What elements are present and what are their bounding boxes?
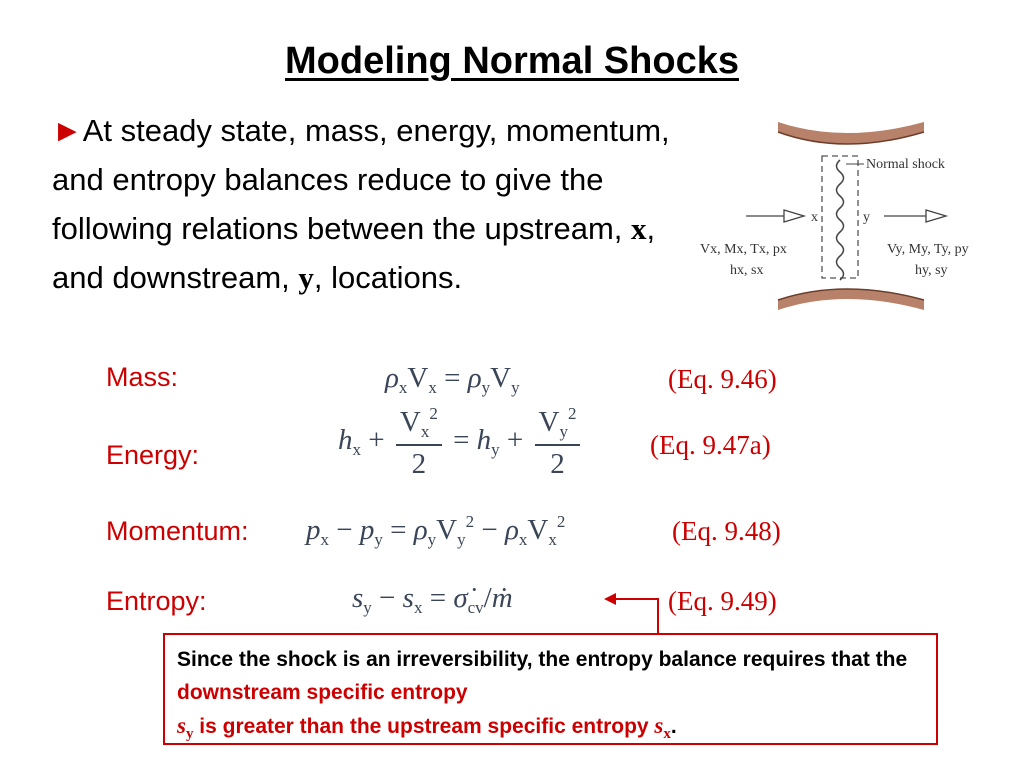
normal-shock-diagram — [694, 118, 1014, 318]
momentum-label: Momentum: — [106, 516, 249, 546]
intro-paragraph — [52, 106, 682, 302]
y-location-label: y — [863, 210, 870, 225]
intro-text-3: , locations. — [313, 260, 463, 295]
energy-equation: $h_x$ + $\frac{V_x^2}{2}$ = $h_y$ + $\frac{V_y^2}{2}$ — [338, 404, 584, 481]
downstream-properties-line1: Vy, My, Ty, py — [887, 242, 969, 257]
callout-arrowhead-icon — [604, 593, 616, 605]
control-volume-box — [822, 156, 858, 278]
intro-text-1: At steady state, mass, energy, momentum, and entropy balances reduce to give the following relations between the upstream, — [52, 113, 670, 246]
note-sy-symbol: $s_y$ — [177, 713, 194, 742]
downstream-properties-line2: hy, sy — [915, 263, 948, 278]
note-sx-symbol: $s_x$ — [654, 713, 671, 742]
shock-wave — [837, 160, 844, 280]
slide-title: Modeling Normal Shocks — [285, 40, 739, 82]
upstream-properties-line2: hx, sx — [730, 263, 764, 278]
momentum-equation: $p_x - p_y = \rho_yV_y^2 - \rho_xV_x^2$ — [306, 512, 566, 549]
entropy-note-box — [163, 633, 938, 745]
x-location-label: x — [811, 210, 818, 225]
shock-label: Normal shock — [866, 157, 945, 172]
entropy-equation: $s_y - s_x$ = $\sigmȧ_{cv}/ṁ$ — [352, 582, 513, 617]
note-text-1: Since the shock is an irreversibility, the entropy balance requires that the — [177, 648, 908, 671]
callout-arrow — [600, 588, 670, 636]
mass-eq-ref: (Eq. 9.46) — [668, 364, 777, 394]
mass-label: Mass: — [106, 362, 179, 392]
intro-text-2: , and downstream, — [52, 211, 656, 295]
energy-label: Energy: — [106, 440, 200, 470]
note-end: . — [670, 715, 677, 738]
bullet-arrow-icon: ► — [52, 113, 83, 148]
note-text-red-2: is greater than the upstream specific entropy — [193, 715, 655, 738]
note-text-red-1: downstream specific entropy — [177, 681, 468, 704]
upstream-arrow-icon — [784, 210, 804, 222]
duct-top-wall — [778, 122, 924, 144]
upstream-properties-line1: Vx, Mx, Tx, px — [700, 242, 787, 257]
var-y: y — [298, 260, 314, 295]
momentum-eq-ref: (Eq. 9.48) — [672, 516, 781, 546]
mass-equation: $\rho_xV_x = \rho_yV_y$ — [385, 362, 520, 397]
downstream-arrow-icon — [926, 210, 946, 222]
duct-bottom-wall — [778, 289, 924, 310]
var-x: x — [631, 211, 647, 246]
entropy-label: Entropy: — [106, 586, 207, 616]
entropy-eq-ref: (Eq. 9.49) — [668, 586, 777, 616]
energy-eq-ref: (Eq. 9.47a) — [650, 430, 771, 460]
